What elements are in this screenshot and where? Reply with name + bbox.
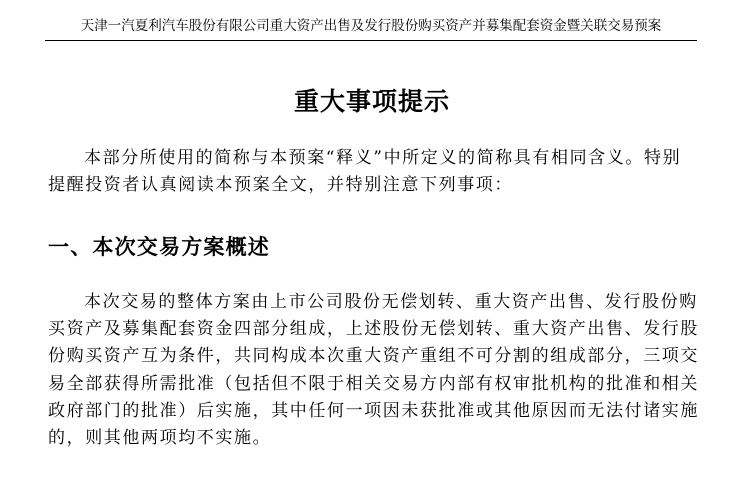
intro-line: 本部分所使用的简称与本预案“释义”中所定义的简称具有相同含义。特别	[84, 148, 682, 168]
intro-paragraph	[48, 145, 700, 199]
section-heading: 一、本次交易方案概述	[48, 235, 270, 259]
body-line: 份购买资产互为条件，共同构成本次重大资产重组不可分割的组成部分，三项交	[48, 346, 699, 367]
body-line: 的，则其他两项均不实施。	[48, 428, 272, 449]
running-header	[45, 13, 697, 41]
body-line: 政府部门的批准）后实施，其中任何一项因未获批准或其他原因而无法付诸实施	[48, 400, 699, 421]
running-header-title: 天津一汽夏利汽车股份有限公司重大资产出售及发行股份购买资产并募集配套资金暨关联交易预案	[80, 18, 662, 34]
page-title: 重大事项提示	[293, 87, 450, 116]
intro-line: 提醒投资者认真阅读本预案全文，并特别注意下列事项：	[48, 175, 513, 195]
section-body-paragraph	[48, 289, 700, 452]
body-line: 买资产及募集配套资金四部分组成，上述股份无偿划转、重大资产出售、发行股	[48, 319, 699, 340]
body-line: 易全部获得所需批准（包括但不限于相关交易方内部有权审批机构的批准和相关	[48, 373, 699, 394]
body-line: 本次交易的整体方案由上市公司股份无偿划转、重大资产出售、发行股份购	[84, 292, 698, 312]
